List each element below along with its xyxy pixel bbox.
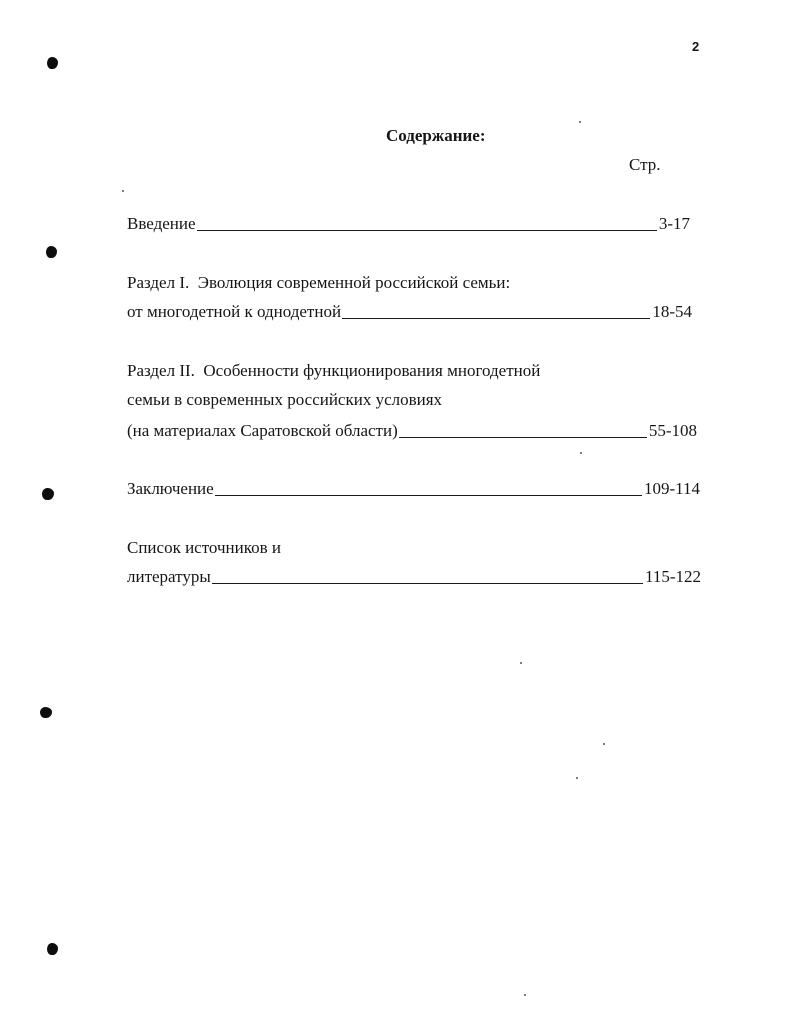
toc-leader-line: [212, 583, 643, 584]
toc-leader-line: [215, 495, 642, 496]
toc-entry: [127, 421, 697, 441]
toc-entry: [127, 567, 701, 587]
toc-entry-line: Раздел I. Эволюция современной российской семьи:: [127, 273, 511, 292]
toc-leader-line: [342, 318, 650, 319]
punch-hole-mark: [46, 246, 57, 258]
toc-title: Содержание:: [386, 126, 486, 145]
toc-entry-line: семьи в современных российских условиях: [127, 390, 443, 409]
toc-entry-line: Список источников и: [127, 538, 282, 557]
scan-speck: [520, 662, 522, 664]
scan-speck: [122, 190, 124, 192]
scan-speck: [579, 121, 581, 123]
scan-speck: [603, 743, 605, 745]
toc-page-range: 18-54: [652, 302, 692, 321]
scan-speck: [580, 452, 582, 454]
punch-hole-mark: [42, 488, 54, 500]
toc-entry-line: литературы: [127, 567, 211, 586]
punch-hole-mark: [47, 57, 58, 69]
page-column-label: Стр.: [629, 155, 661, 174]
punch-hole-mark: [40, 707, 52, 718]
toc-entry-line: (на материалах Саратовской области): [127, 421, 398, 440]
punch-hole-mark: [47, 943, 58, 955]
toc-page-range: 109-114: [643, 479, 700, 498]
page-number: 2: [692, 39, 700, 54]
toc-page-range: 115-122: [644, 567, 701, 586]
toc-entry: [127, 479, 700, 499]
toc-entry-line: Введение: [127, 214, 196, 233]
toc-leader-line: [399, 437, 647, 438]
toc-page-range: 55-108: [648, 421, 697, 440]
toc-entry-line: Раздел II. Особенности функционирования многодетной: [127, 361, 541, 380]
toc-page-range: 3-17: [658, 214, 690, 233]
toc-entry-line: от многодетной к однодетной: [127, 302, 342, 321]
toc-entry-line: Заключение: [127, 479, 214, 498]
toc-entry: [127, 214, 690, 234]
scan-speck: [524, 994, 526, 996]
scan-speck: [576, 777, 578, 779]
toc-entry: [127, 302, 692, 322]
toc-leader-line: [197, 230, 657, 231]
